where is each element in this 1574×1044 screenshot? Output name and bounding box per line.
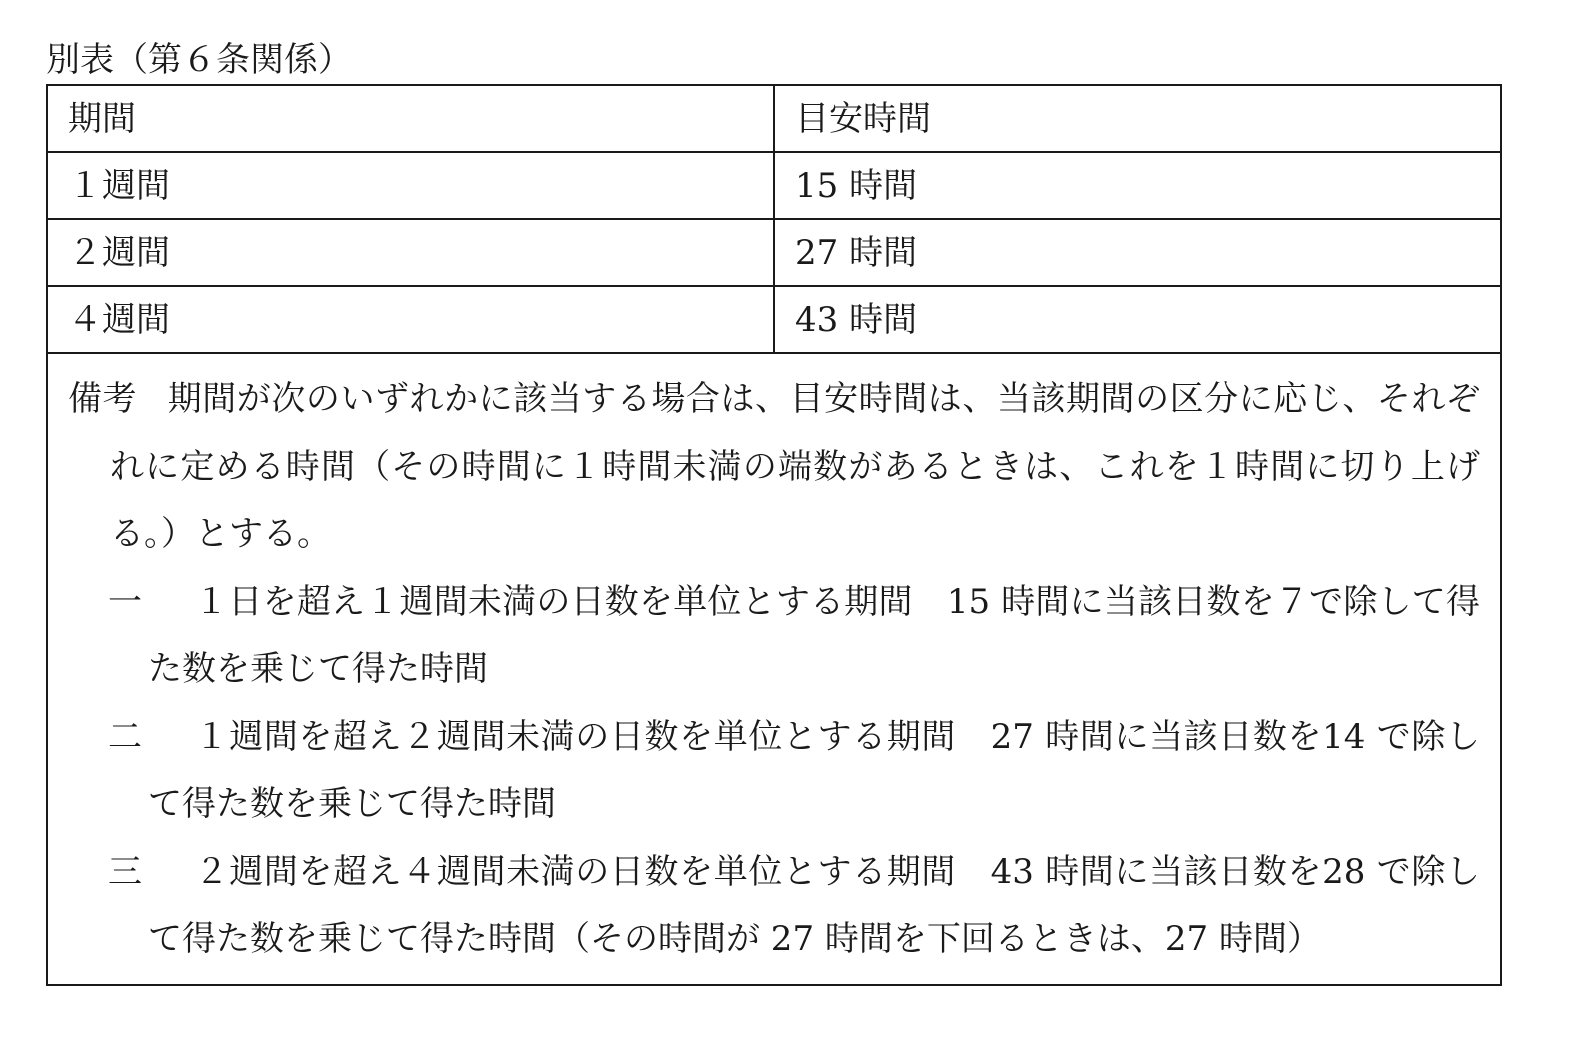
- header-hours: 目安時間: [774, 85, 1501, 152]
- row-period: １週間: [47, 152, 774, 219]
- notes-item: [68, 569, 1480, 704]
- table-row: [47, 219, 1501, 286]
- item-number: 一: [108, 581, 142, 622]
- row-hours: 27 時間: [774, 219, 1501, 286]
- item-text: ２週間を超え４週間未満の日数を単位とする期間 43 時間に当該日数を28 で除して得た数を乗じて得た時間（その時間が 27 時間を下回るときは、27 時間）: [148, 851, 1480, 959]
- notes-row: [47, 353, 1501, 985]
- notes-intro-paragraph: [68, 366, 1480, 569]
- notes-label: 備考: [68, 379, 138, 419]
- table-row: [47, 152, 1501, 219]
- notes-intro-text: 期間が次のいずれかに該当する場合は、目安時間は、当該期間の区分に応じ、それぞれに定める時間（その時間に１時間未満の端数があるときは、これを１時間に切り上げる。）とする。: [110, 379, 1481, 554]
- header-period: 期間: [47, 85, 774, 152]
- row-period: ２週間: [47, 219, 774, 286]
- schedule-table: [46, 84, 1502, 986]
- notes-item: [68, 839, 1480, 974]
- table-row: [47, 286, 1501, 353]
- row-hours: 43 時間: [774, 286, 1501, 353]
- document-title: 別表（第６条関係）: [46, 40, 352, 80]
- notes-item: [68, 704, 1480, 839]
- item-number: 二: [108, 716, 142, 757]
- table-header-row: [47, 85, 1501, 152]
- row-hours: 15 時間: [774, 152, 1501, 219]
- item-text: １日を超え１週間未満の日数を単位とする期間 15 時間に当該日数を７で除して得た数を乗じて得た時間: [148, 581, 1480, 689]
- row-period: ４週間: [47, 286, 774, 353]
- item-number: 三: [108, 851, 142, 892]
- notes-cell: [47, 353, 1501, 985]
- item-text: １週間を超え２週間未満の日数を単位とする期間 27 時間に当該日数を14 で除して得た数を乗じて得た時間: [148, 716, 1480, 824]
